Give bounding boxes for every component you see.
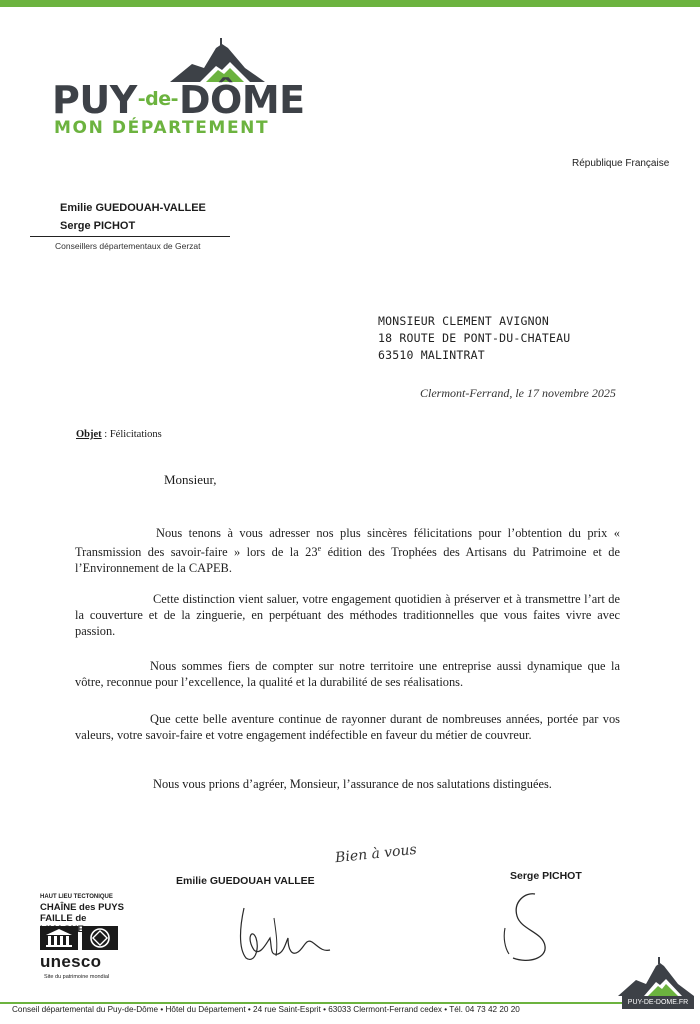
subject-label: Objet (76, 429, 102, 440)
handwritten-note: Bien à vous (334, 841, 418, 867)
paragraph-4: Que cette belle aventure continue de rayonner durant de nombreuses années, portée par vos valeurs, votre savoir-faire et votre engagement indéfectible en faveur du métier de couvreur. (75, 712, 620, 742)
sender-name-2: Serge PICHOT (60, 220, 136, 232)
signature-2-icon (495, 888, 565, 968)
subject-line (76, 429, 162, 440)
footer-website: PUY-DE-DOME.FR (622, 996, 694, 1009)
signer-name-1: Emilie GUEDOUAH VALLEE (176, 875, 315, 887)
volcano-logo-icon (170, 38, 265, 83)
paragraph-1 (75, 525, 620, 576)
unesco-subtitle: Site du patrimoine mondial (44, 974, 110, 980)
subject-separator: : (101, 429, 110, 440)
paragraph-1-superscript: e (317, 544, 322, 553)
footer-divider (0, 1002, 622, 1004)
sender-divider (30, 236, 230, 237)
recipient-line-2: 18 ROUTE DE PONT-DU-CHATEAU (378, 331, 571, 345)
unesco-line-1: HAUT LIEU TECTONIQUE (40, 894, 113, 900)
unesco-wordmark: unesco (40, 952, 102, 971)
paragraph-1-part-b: édition des Trophées des Artisans du Patrimoine et de l’Environnement de la CAPEB. (75, 545, 620, 575)
brand-name-de: -de- (137, 88, 178, 110)
brand-name-dome: DÔME (179, 78, 305, 122)
signature-1-icon (226, 898, 346, 968)
footer-address: Conseil départemental du Puy-de-Dôme • Hôtel du Département • 24 rue Saint-Esprit • 63033 Clermont-Ferrand cedex • Tél. 04 73 42 20 20 (12, 1005, 520, 1014)
recipient-line-1: MONSIEUR CLEMENT AVIGNON (378, 314, 549, 328)
unesco-line-3: FAILLE de (40, 913, 87, 924)
paragraph-1-part-a: Nous tenons à vous adresser nos plus sincères félicitations pour l’obtention du prix « Transmission des savoir-faire » lors de la 23 (75, 526, 620, 559)
unesco-line-2: CHAÎNE des PUYS (40, 902, 124, 913)
letter-date: Clermont-Ferrand, le 17 novembre 2025 (420, 386, 616, 400)
brand-name-puy: PUY (52, 78, 137, 122)
footer-volcano-icon (618, 956, 694, 996)
signer-name-2: Serge PICHOT (510, 870, 582, 882)
sender-name-1: Emilie GUEDOUAH-VALLEE (60, 202, 206, 214)
closing-formula: Nous vous prions d’agréer, Monsieur, l’assurance de nos salutations distinguées. (153, 777, 552, 791)
unesco-block (40, 894, 130, 984)
republique-label: République Française (572, 158, 670, 169)
subject-value: Félicitations (109, 429, 162, 440)
salutation: Monsieur, (164, 472, 217, 487)
paragraph-3: Nous sommes fiers de compter sur notre territoire une entreprise aussi dynamique que la vôtre, reconnue pour l’excellence, la qualité et la durabilité de ses réalisations. (75, 659, 620, 689)
recipient-line-3: 63510 MALINTRAT (378, 348, 485, 362)
top-green-band (0, 0, 700, 7)
sender-role: Conseillers départementaux de Gerzat (55, 241, 201, 251)
brand-tagline: MON DÉPARTEMENT (54, 118, 270, 138)
recipient-address (378, 313, 570, 364)
paragraph-2: Cette distinction vient saluer, votre engagement quotidien à préserver et à transmettre l’art de la couverture et de la zinguerie, en perpétuant des méthodes traditionnelles que vous faites vivre avec passion. (75, 592, 620, 638)
unesco-emblem-icon (40, 926, 122, 950)
brand-name (52, 78, 305, 122)
